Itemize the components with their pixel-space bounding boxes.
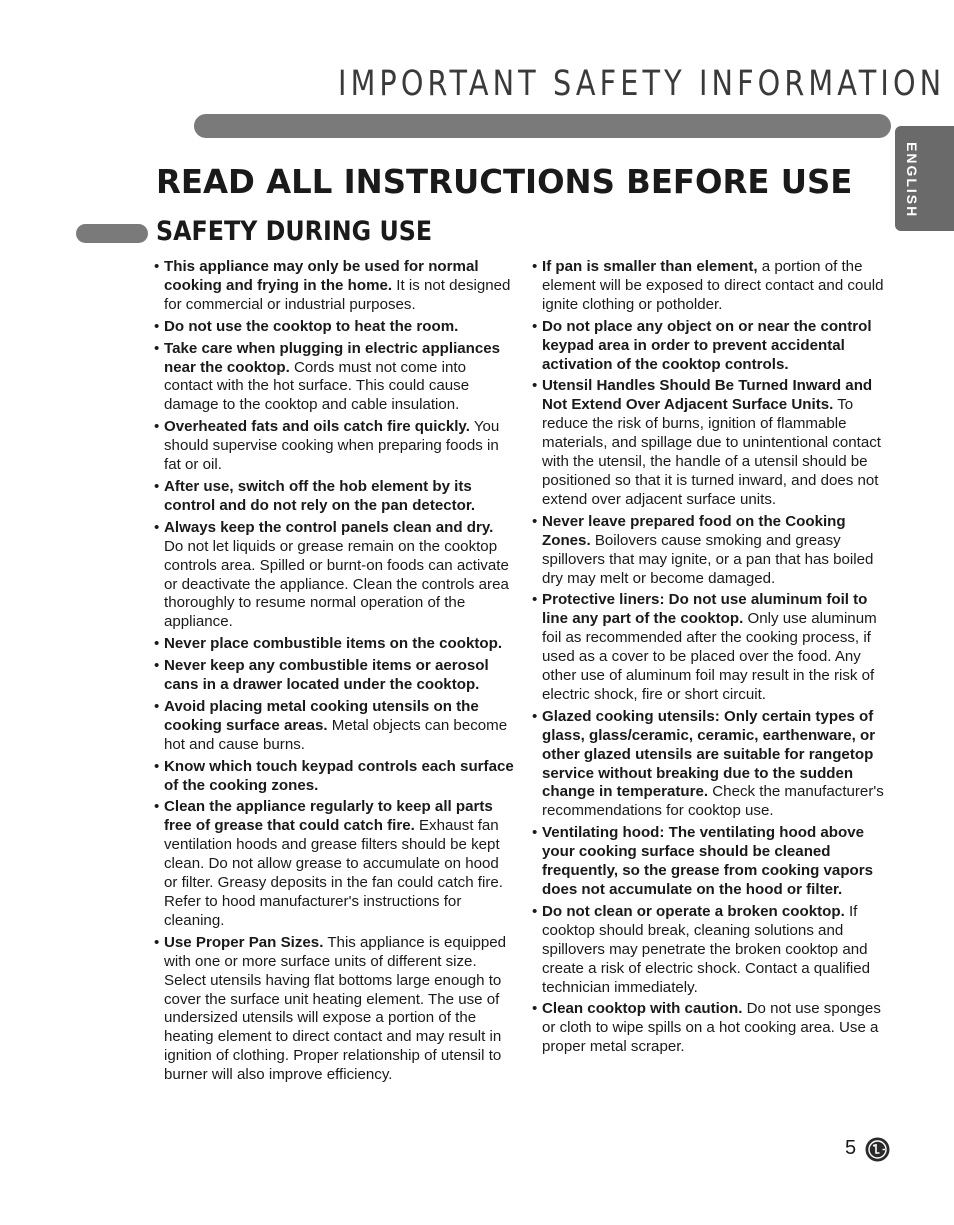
safety-item-heading: Take care when plugging in electric appliances near the cooktop. (164, 339, 501, 376)
safety-item (532, 591, 892, 704)
main-heading: READ ALL INSTRUCTIONS BEFORE USE (156, 162, 853, 201)
safety-item-heading: Never leave prepared food on the Cooking Zones. (542, 512, 846, 549)
page-header-title: IMPORTANT SAFETY INFORMATION (338, 64, 946, 104)
safety-item-heading: Never keep any combustible items or aerosol cans in a drawer located under the cooktop. (164, 657, 489, 694)
safety-item-text: a portion of the element will be exposed to direct contact and could ignite clothing or potholder. (542, 258, 884, 313)
safety-item (532, 377, 892, 509)
bullet-icon: • (154, 798, 160, 816)
safety-item (154, 657, 514, 695)
bullet-icon: • (154, 933, 160, 951)
safety-item (532, 824, 892, 900)
safety-item (154, 698, 514, 755)
safety-item-heading: Ventilating hood: The ventilating hood above your cooking surface should be cleaned frequently, so the grease from cooking vapors does not accumulate on the hood or filter. (542, 824, 874, 898)
bullet-icon: • (532, 258, 538, 275)
safety-item-heading: Use Proper Pan Sizes. (164, 933, 324, 951)
bullet-icon: • (532, 317, 538, 335)
bullet-icon: • (532, 1000, 538, 1018)
safety-item (532, 318, 892, 375)
bullet-icon: • (154, 518, 160, 536)
bullet-icon: • (154, 477, 160, 495)
bullet-icon: • (532, 591, 538, 609)
safety-item-text: It is not designed for commercial or industrial purposes. (164, 276, 511, 313)
safety-item-text: Boilovers cause smoking and greasy spillovers that may ignite, or a pan that has boiled dry may melt or become damaged. (542, 531, 874, 587)
safety-item-heading: If pan is smaller than element, (542, 258, 758, 275)
safety-item-text: Do not let liquids or grease remain on the cooktop controls area. Spilled or burnt-on foods can activate or deactivate the appliance. Clean the controls area thoroughly to resume normal operation of the appliance. (164, 537, 509, 631)
safety-item-heading: After use, switch off the hob element by its control and do not rely on the pan detector. (164, 477, 476, 514)
safety-item-text: This appliance is equipped with one or more surface units of different size. Select utensils having flat bottoms large enough to cover the surface unit heating element. The use of undersized utensils will expose a portion of the heating element to direct contact and may result in ignition of clothing. Proper relationship of utensil to burner will also improve efficiency. (164, 933, 507, 1084)
safety-item (154, 478, 514, 516)
safety-item (154, 258, 514, 315)
safety-item (154, 418, 514, 475)
safety-item-heading: Glazed cooking utensils: Only certain types of glass, glass/ceramic, ceramic, earthenware, or other glazed utensils are suitable for rangetop service without breaking due to the sudden change in temperature. (542, 707, 876, 801)
safety-item (154, 798, 514, 930)
safety-item-heading: Utensil Handles Should Be Turned Inward and Not Extend Over Adjacent Surface Units. (542, 377, 873, 414)
bullet-icon: • (154, 317, 160, 335)
page-number: 5 (845, 1137, 857, 1159)
bullet-icon: • (154, 635, 160, 653)
bullet-icon: • (154, 657, 160, 675)
bullet-icon: • (532, 707, 538, 725)
safety-item (532, 903, 892, 998)
safety-item-text: Only use aluminum foil as recommended after the cooking process, if used as a cover to be placed over the food. Any other use of aluminum foil may result in the risk of electric shock, fire or short circuit. (542, 610, 877, 703)
safety-item (532, 1000, 892, 1057)
bullet-icon: • (154, 258, 160, 275)
bullet-icon: • (154, 757, 160, 775)
safety-item-text: Exhaust fan ventilation hoods and grease filters should be kept clean. Do not allow grease to accumulate on hood or filter. Greasy deposits in the fan could catch fire. Refer to hood manufacturer's instructions for cleaning. (164, 817, 503, 929)
section-marker (76, 224, 148, 243)
safety-item-heading: Never place combustible items on the cooktop. (164, 635, 503, 653)
safety-item (532, 258, 892, 315)
safety-item-heading: Avoid placing metal cooking utensils on the cooking surface areas. (164, 697, 479, 734)
language-tab-label: ENGLISH (904, 142, 920, 219)
header-divider-bar (194, 114, 891, 138)
language-tab (895, 126, 954, 231)
right-column-list (532, 258, 892, 1060)
safety-item-text: You should supervise cooking when preparing foods in fat or oil. (164, 418, 500, 474)
safety-item-text: Metal objects can become hot and cause burns. (164, 716, 508, 753)
bullet-icon: • (532, 902, 538, 920)
safety-item-text: Check the manufacturer's recommendations for cooktop use. (542, 783, 884, 820)
safety-item-heading: Do not use the cooktop to heat the room. (164, 317, 459, 335)
safety-item-heading: Clean the appliance regularly to keep all parts free of grease that could catch fire. (164, 798, 493, 835)
left-column-list (154, 258, 514, 1088)
safety-item (154, 519, 514, 632)
safety-item (154, 635, 514, 654)
safety-item (154, 934, 514, 1085)
safety-item (154, 758, 514, 796)
safety-item (154, 318, 514, 337)
bullet-icon: • (154, 697, 160, 715)
safety-item-text: To reduce the risk of burns, ignition of flammable materials, and spillage due to unintentional contact with the utensil, the handle of a utensil should be positioned so that it is turned inward, and does not extend over adjacent surface units. (542, 396, 881, 508)
safety-item-text: If cooktop should break, cleaning solutions and spillovers may penetrate the broken cooktop and create a risk of electric shock. Contact a qualified technician immediately. (542, 902, 871, 996)
safety-item-heading: This appliance may only be used for normal cooking and frying in the home. (164, 258, 479, 294)
bullet-icon: • (154, 418, 160, 436)
bullet-icon: • (154, 339, 160, 357)
safety-item-heading: Always keep the control panels clean and dry. (164, 518, 494, 536)
safety-item-text: Do not use sponges or cloth to wipe spills on a hot cooking area. Use a proper metal scraper. (542, 1000, 881, 1056)
bullet-icon: • (532, 377, 538, 395)
safety-item-heading: Protective liners: Do not use aluminum foil to line any part of the cooktop. (542, 591, 868, 628)
safety-item-heading: Do not place any object on or near the control keypad area in order to prevent accidental activation of the cooktop controls. (542, 317, 872, 373)
lg-logo-icon (865, 1137, 890, 1162)
bullet-icon: • (532, 512, 538, 530)
safety-item-heading: Overheated fats and oils catch fire quickly. (164, 418, 470, 436)
bullet-icon: • (532, 824, 538, 842)
safety-item-heading: Know which touch keypad controls each surface of the cooking zones. (164, 757, 514, 794)
safety-item (532, 708, 892, 821)
safety-item-heading: Do not clean or operate a broken cooktop. (542, 902, 845, 920)
section-heading: SAFETY DURING USE (156, 216, 433, 247)
safety-item-text: Cords must not come into contact with the hot surface. This could cause damage to the cooktop and cable insulation. (164, 358, 470, 414)
safety-item-heading: Clean cooktop with caution. (542, 1000, 743, 1018)
safety-item (532, 513, 892, 589)
safety-item (154, 340, 514, 416)
